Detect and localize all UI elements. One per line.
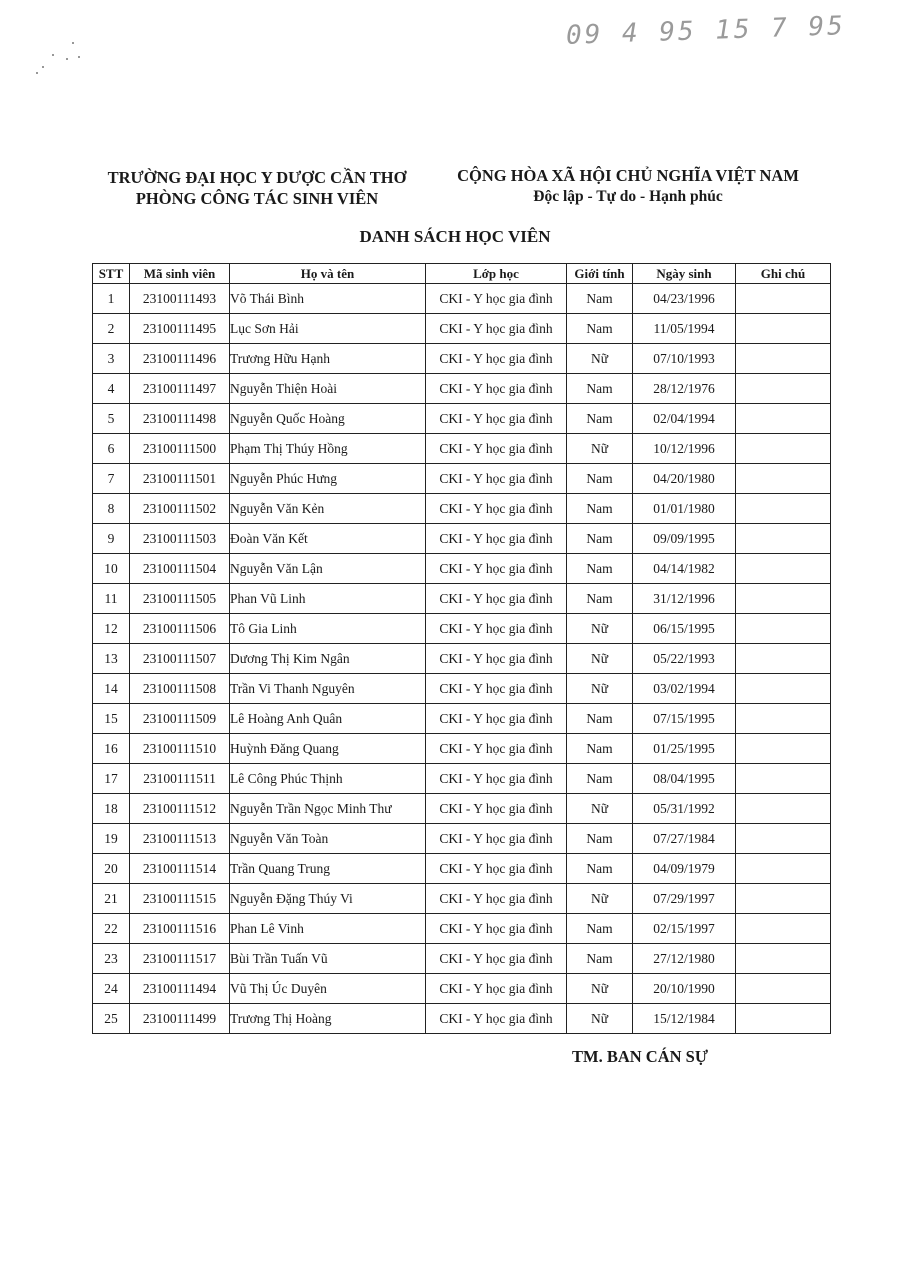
cell-full-name: Nguyễn Văn Kẻn (230, 494, 426, 524)
cell-full-name: Võ Thái Bình (230, 284, 426, 314)
cell-gender: Nam (567, 734, 633, 764)
cell-gender: Nam (567, 944, 633, 974)
cell-gender: Nam (567, 314, 633, 344)
cell-full-name: Tô Gia Linh (230, 614, 426, 644)
table-row (93, 974, 831, 1004)
table-row (93, 614, 831, 644)
cell-class: CKI - Y học gia đình (426, 1004, 567, 1034)
cell-student-id: 23100111513 (130, 824, 230, 854)
cell-stt: 18 (93, 794, 130, 824)
cell-gender: Nam (567, 824, 633, 854)
table-row (93, 524, 831, 554)
cell-note (736, 764, 831, 794)
cell-note (736, 914, 831, 944)
cell-note (736, 854, 831, 884)
handwritten-phone-number: 09 4 95 15 7 95 (565, 11, 847, 51)
cell-full-name: Phan Vũ Linh (230, 584, 426, 614)
cell-note (736, 374, 831, 404)
table-row (93, 854, 831, 884)
cell-student-id: 23100111499 (130, 1004, 230, 1034)
university-name: TRƯỜNG ĐẠI HỌC Y DƯỢC CẦN THƠ (107, 168, 407, 187)
cell-stt: 8 (93, 494, 130, 524)
cell-note (736, 464, 831, 494)
table-row (93, 824, 831, 854)
cell-stt: 24 (93, 974, 130, 1004)
cell-note (736, 884, 831, 914)
cell-gender: Nữ (567, 344, 633, 374)
student-table (92, 263, 831, 1034)
cell-class: CKI - Y học gia đình (426, 824, 567, 854)
cell-full-name: Lục Sơn Hải (230, 314, 426, 344)
cell-stt: 21 (93, 884, 130, 914)
cell-birth-date: 07/27/1984 (633, 824, 736, 854)
cell-note (736, 584, 831, 614)
cell-full-name: Nguyễn Thiện Hoài (230, 374, 426, 404)
cell-birth-date: 02/15/1997 (633, 914, 736, 944)
cell-student-id: 23100111511 (130, 764, 230, 794)
table-row (93, 944, 831, 974)
table-row (93, 884, 831, 914)
cell-note (736, 554, 831, 584)
cell-note (736, 974, 831, 1004)
cell-full-name: Nguyễn Văn Toàn (230, 824, 426, 854)
cell-full-name: Lê Công Phúc Thịnh (230, 764, 426, 794)
cell-gender: Nam (567, 374, 633, 404)
cell-full-name: Trương Hữu Hạnh (230, 344, 426, 374)
department-name: PHÒNG CÔNG TÁC SINH VIÊN (135, 189, 379, 208)
cell-gender: Nữ (567, 794, 633, 824)
cell-note (736, 944, 831, 974)
cell-student-id: 23100111500 (130, 434, 230, 464)
cell-class: CKI - Y học gia đình (426, 794, 567, 824)
cell-student-id: 23100111508 (130, 674, 230, 704)
cell-class: CKI - Y học gia đình (426, 674, 567, 704)
cell-full-name: Trương Thị Hoàng (230, 1004, 426, 1034)
cell-birth-date: 04/14/1982 (633, 554, 736, 584)
column-header-birth-date: Ngày sinh (633, 264, 736, 284)
cell-birth-date: 10/12/1996 (633, 434, 736, 464)
table-row (93, 704, 831, 734)
cell-class: CKI - Y học gia đình (426, 704, 567, 734)
cell-note (736, 314, 831, 344)
cell-class: CKI - Y học gia đình (426, 554, 567, 584)
cell-birth-date: 04/20/1980 (633, 464, 736, 494)
cell-gender: Nam (567, 584, 633, 614)
cell-note (736, 1004, 831, 1034)
cell-note (736, 794, 831, 824)
cell-birth-date: 05/31/1992 (633, 794, 736, 824)
table-header-row (93, 264, 831, 284)
country-name: CỘNG HÒA XÃ HỘI CHỦ NGHĨA VIỆT NAM (457, 166, 799, 185)
cell-gender: Nam (567, 524, 633, 554)
cell-student-id: 23100111507 (130, 644, 230, 674)
cell-class: CKI - Y học gia đình (426, 584, 567, 614)
cell-note (736, 704, 831, 734)
cell-gender: Nam (567, 854, 633, 884)
table-row (93, 344, 831, 374)
table-row (93, 644, 831, 674)
cell-student-id: 23100111517 (130, 944, 230, 974)
cell-note (736, 674, 831, 704)
cell-full-name: Phan Lê Vinh (230, 914, 426, 944)
cell-gender: Nữ (567, 884, 633, 914)
cell-stt: 17 (93, 764, 130, 794)
cell-full-name: Nguyễn Đặng Thúy Vi (230, 884, 426, 914)
table-row (93, 764, 831, 794)
cell-note (736, 494, 831, 524)
cell-full-name: Phạm Thị Thúy Hồng (230, 434, 426, 464)
column-header-gender: Giới tính (567, 264, 633, 284)
column-header-stt: STT (93, 264, 130, 284)
document-title: DANH SÁCH HỌC VIÊN (359, 227, 551, 246)
cell-student-id: 23100111510 (130, 734, 230, 764)
cell-birth-date: 07/15/1995 (633, 704, 736, 734)
cell-stt: 13 (93, 644, 130, 674)
cell-birth-date: 08/04/1995 (633, 764, 736, 794)
cell-student-id: 23100111493 (130, 284, 230, 314)
cell-student-id: 23100111514 (130, 854, 230, 884)
cell-student-id: 23100111516 (130, 914, 230, 944)
cell-class: CKI - Y học gia đình (426, 524, 567, 554)
cell-class: CKI - Y học gia đình (426, 734, 567, 764)
cell-gender: Nam (567, 764, 633, 794)
cell-student-id: 23100111503 (130, 524, 230, 554)
cell-gender: Nam (567, 554, 633, 584)
cell-stt: 1 (93, 284, 130, 314)
cell-note (736, 404, 831, 434)
cell-gender: Nữ (567, 644, 633, 674)
table-row (93, 404, 831, 434)
cell-gender: Nữ (567, 1004, 633, 1034)
cell-student-id: 23100111512 (130, 794, 230, 824)
national-motto: Độc lập - Tự do - Hạnh phúc (533, 188, 723, 205)
column-header-note: Ghi chú (736, 264, 831, 284)
cell-student-id: 23100111498 (130, 404, 230, 434)
table-row (93, 494, 831, 524)
cell-birth-date: 01/01/1980 (633, 494, 736, 524)
cell-stt: 25 (93, 1004, 130, 1034)
cell-class: CKI - Y học gia đình (426, 374, 567, 404)
cell-student-id: 23100111505 (130, 584, 230, 614)
cell-gender: Nữ (567, 434, 633, 464)
cell-student-id: 23100111502 (130, 494, 230, 524)
cell-stt: 2 (93, 314, 130, 344)
cell-gender: Nam (567, 494, 633, 524)
cell-birth-date: 20/10/1990 (633, 974, 736, 1004)
cell-gender: Nữ (567, 614, 633, 644)
table-row (93, 734, 831, 764)
cell-stt: 4 (93, 374, 130, 404)
cell-class: CKI - Y học gia đình (426, 284, 567, 314)
cell-gender: Nam (567, 404, 633, 434)
cell-birth-date: 28/12/1976 (633, 374, 736, 404)
cell-class: CKI - Y học gia đình (426, 314, 567, 344)
cell-gender: Nam (567, 914, 633, 944)
cell-student-id: 23100111501 (130, 464, 230, 494)
table-row (93, 464, 831, 494)
cell-class: CKI - Y học gia đình (426, 614, 567, 644)
cell-stt: 9 (93, 524, 130, 554)
cell-stt: 5 (93, 404, 130, 434)
cell-stt: 11 (93, 584, 130, 614)
cell-class: CKI - Y học gia đình (426, 884, 567, 914)
table-row (93, 314, 831, 344)
cell-student-id: 23100111494 (130, 974, 230, 1004)
cell-student-id: 23100111506 (130, 614, 230, 644)
cell-stt: 15 (93, 704, 130, 734)
cell-birth-date: 11/05/1994 (633, 314, 736, 344)
cell-birth-date: 07/29/1997 (633, 884, 736, 914)
table-row (93, 554, 831, 584)
cell-full-name: Dương Thị Kim Ngân (230, 644, 426, 674)
cell-note (736, 824, 831, 854)
cell-full-name: Vũ Thị Úc Duyên (230, 974, 426, 1004)
cell-class: CKI - Y học gia đình (426, 644, 567, 674)
cell-stt: 16 (93, 734, 130, 764)
cell-full-name: Nguyễn Văn Lận (230, 554, 426, 584)
cell-full-name: Trần Quang Trung (230, 854, 426, 884)
cell-class: CKI - Y học gia đình (426, 464, 567, 494)
table-row (93, 434, 831, 464)
cell-full-name: Nguyễn Trần Ngọc Minh Thư (230, 794, 426, 824)
cell-full-name: Huỳnh Đăng Quang (230, 734, 426, 764)
cell-note (736, 344, 831, 374)
cell-gender: Nữ (567, 974, 633, 1004)
cell-student-id: 23100111504 (130, 554, 230, 584)
cell-note (736, 284, 831, 314)
cell-student-id: 23100111496 (130, 344, 230, 374)
cell-birth-date: 05/22/1993 (633, 644, 736, 674)
cell-note (736, 434, 831, 464)
cell-class: CKI - Y học gia đình (426, 344, 567, 374)
cell-class: CKI - Y học gia đình (426, 494, 567, 524)
cell-birth-date: 27/12/1980 (633, 944, 736, 974)
table-row (93, 584, 831, 614)
cell-note (736, 614, 831, 644)
table-row (93, 1004, 831, 1034)
cell-stt: 14 (93, 674, 130, 704)
cell-stt: 6 (93, 434, 130, 464)
cell-note (736, 524, 831, 554)
cell-full-name: Trần Vi Thanh Nguyên (230, 674, 426, 704)
column-header-class: Lớp học (426, 264, 567, 284)
cell-stt: 20 (93, 854, 130, 884)
cell-class: CKI - Y học gia đình (426, 944, 567, 974)
cell-stt: 22 (93, 914, 130, 944)
cell-student-id: 23100111509 (130, 704, 230, 734)
table-row (93, 284, 831, 314)
cell-stt: 3 (93, 344, 130, 374)
cell-class: CKI - Y học gia đình (426, 434, 567, 464)
cell-full-name: Đoàn Văn Kết (230, 524, 426, 554)
cell-gender: Nam (567, 704, 633, 734)
table-row (93, 374, 831, 404)
cell-gender: Nữ (567, 674, 633, 704)
cell-student-id: 23100111515 (130, 884, 230, 914)
table-row (93, 794, 831, 824)
institution-header (92, 167, 422, 209)
cell-full-name: Lê Hoàng Anh Quân (230, 704, 426, 734)
cell-birth-date: 04/09/1979 (633, 854, 736, 884)
cell-stt: 23 (93, 944, 130, 974)
cell-birth-date: 15/12/1984 (633, 1004, 736, 1034)
cell-full-name: Nguyễn Quốc Hoàng (230, 404, 426, 434)
signature-block: TM. BAN CÁN SỰ (572, 1047, 708, 1066)
cell-birth-date: 09/09/1995 (633, 524, 736, 554)
cell-student-id: 23100111495 (130, 314, 230, 344)
cell-class: CKI - Y học gia đình (426, 854, 567, 884)
column-header-full-name: Họ và tên (230, 264, 426, 284)
cell-birth-date: 06/15/1995 (633, 614, 736, 644)
cell-class: CKI - Y học gia đình (426, 914, 567, 944)
table-row (93, 914, 831, 944)
cell-birth-date: 01/25/1995 (633, 734, 736, 764)
cell-note (736, 734, 831, 764)
table-row (93, 674, 831, 704)
cell-class: CKI - Y học gia đình (426, 974, 567, 1004)
cell-birth-date: 03/02/1994 (633, 674, 736, 704)
cell-gender: Nam (567, 464, 633, 494)
cell-birth-date: 31/12/1996 (633, 584, 736, 614)
cell-class: CKI - Y học gia đình (426, 404, 567, 434)
cell-student-id: 23100111497 (130, 374, 230, 404)
column-header-student-id: Mã sinh viên (130, 264, 230, 284)
national-header (438, 165, 818, 207)
cell-class: CKI - Y học gia đình (426, 764, 567, 794)
cell-gender: Nam (567, 284, 633, 314)
cell-stt: 12 (93, 614, 130, 644)
cell-stt: 19 (93, 824, 130, 854)
cell-full-name: Bùi Trần Tuấn Vũ (230, 944, 426, 974)
cell-stt: 10 (93, 554, 130, 584)
cell-birth-date: 04/23/1996 (633, 284, 736, 314)
cell-birth-date: 02/04/1994 (633, 404, 736, 434)
cell-stt: 7 (93, 464, 130, 494)
cell-note (736, 644, 831, 674)
cell-full-name: Nguyễn Phúc Hưng (230, 464, 426, 494)
cell-birth-date: 07/10/1993 (633, 344, 736, 374)
